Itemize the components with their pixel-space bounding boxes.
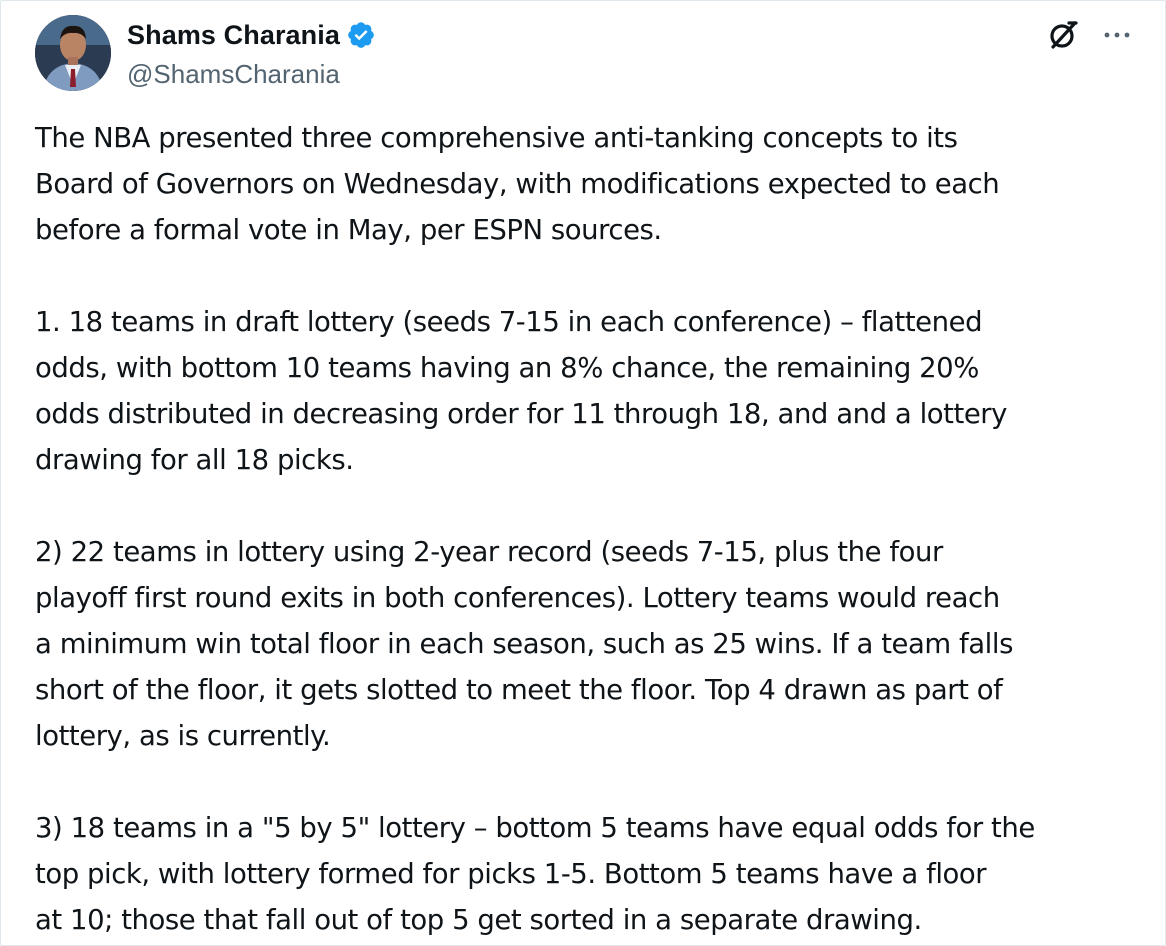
author-display-name[interactable]: Shams Charania [127, 19, 340, 50]
tweet-paragraph-concept-3: 3) 18 teams in a "5 by 5" lottery – bottom 5 teams have equal odds for the top pick, with lottery formed for picks 1-5. Bottom 5 teams have a floor at 10; those that fall out of top 5 get sorted in a separate drawing. [35, 812, 1035, 936]
avatar[interactable] [35, 15, 111, 91]
author-names [127, 17, 376, 90]
author-handle[interactable]: @ShamsCharania [127, 59, 340, 89]
verified-badge-icon[interactable] [346, 20, 376, 50]
tweet-paragraph-concept-1: 1. 18 teams in draft lottery (seeds 7-15 in each conference) – flattened odds, with bottom 10 teams having an 8% chance, the remaining 20% odds distributed in decreasing order for 11 through 18, and and a lottery drawing for all 18 picks. [35, 306, 1007, 476]
display-name-row [127, 17, 376, 53]
avatar-image [35, 15, 111, 91]
tweet-header [35, 15, 1135, 95]
tweet-paragraph-concept-2: 2) 22 teams in lottery using 2-year record (seeds 7-15, plus the four playoff first round exits in both conferences). Lottery teams would reach a minimum win total floor in each season, such as 25 wins. If a team falls short of the floor, it gets slotted to meet the floor. Top 4 drawn as part of lottery, as is currently. [35, 536, 1013, 752]
tweet-top-actions [1045, 17, 1135, 53]
more-options-icon[interactable] [1099, 17, 1135, 53]
tweet-paragraph-intro: The NBA presented three comprehensive anti-tanking concepts to its Board of Governors on Wednesday, with modifications expected to each before a formal vote in May, per ESPN sources. [35, 122, 1000, 246]
paragraph-spacer [35, 483, 1135, 529]
paragraph-spacer [35, 759, 1135, 805]
paragraph-spacer [35, 253, 1135, 299]
tweet-text [35, 115, 1135, 943]
grok-icon[interactable] [1045, 17, 1081, 53]
